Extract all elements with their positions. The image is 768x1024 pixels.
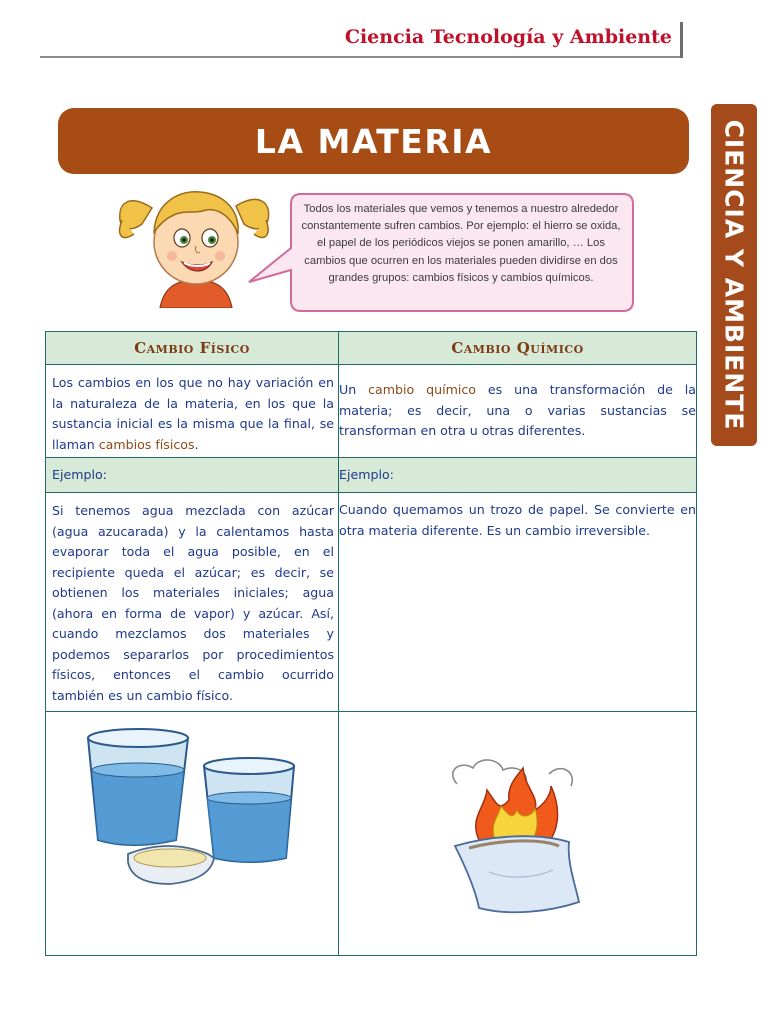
- definition-fisico-text: Los cambios en los que no hay variación en la naturaleza de la materia, en los que la sustancia inicial es la misma que la final, se llaman: [52, 375, 334, 452]
- page-title: LA MATERIA: [254, 121, 493, 161]
- comparison-table: [45, 331, 697, 956]
- header-cell-fisico: [45, 331, 339, 365]
- definition-fisico: [46, 365, 338, 455]
- example-text-fisico: Si tenemos agua mezclada con azúcar (agua azucarada) y la calentamos hasta evaporar toda el agua posible, en el recipiente queda el azúcar; es decir, se obtienen los materiales iniciales; agua (ahora en forma de vapor) y azúcar. Así, cuando mezclamos dos materiales y podemos separarlos por procedimientos físicos, entonces el cambio ocurrido también es un cambio físico.: [52, 503, 334, 703]
- example-label-fisico: Ejemplo:: [52, 467, 107, 482]
- term-cambio-quimico: cambio químico: [368, 382, 476, 397]
- subject-title: Ciencia Tecnología y Ambiente: [344, 26, 672, 48]
- example-label-cell-quimico: [339, 458, 697, 493]
- image-cell-quimico: [339, 712, 697, 956]
- intro-text: Todos los materiales que vemos y tenemos a nuestro alrededor constantemente sufren cambios. Por ejemplo: el hierro se oxida, el papel de los periódicos viejos se ponen amarillo, … Los cambios que ocurren en los materiales pueden dividirse en dos grandes grupos: cambios físicos y cambios químicos.: [301, 203, 621, 284]
- side-tab-label: CIENCIA Y AMBIENTE: [719, 119, 749, 431]
- definition-cell-fisico: [45, 365, 339, 458]
- example-label-quimico: Ejemplo:: [339, 467, 394, 482]
- water-glasses-icon: [46, 712, 338, 954]
- burning-paper-icon: [339, 712, 695, 954]
- header-cell-quimico: [339, 331, 697, 365]
- term-cambios-fisicos: cambios físicos: [98, 436, 195, 452]
- header-divider: [40, 56, 680, 58]
- example-cell-quimico: [339, 493, 697, 712]
- example-text-quimico: Cuando quemamos un trozo de papel. Se convierte en otra materia diferente. Es un cambio irreversible.: [339, 502, 696, 538]
- example-cell-fisico: [45, 493, 339, 712]
- definition-quimico-text: es una transformación de la materia; es decir, una o varias sustancias se transforman en otra u otras diferentes.: [339, 382, 697, 438]
- definition-quimico: [339, 365, 696, 442]
- image-cell-fisico: [45, 712, 339, 956]
- title-banner: [58, 108, 689, 174]
- definition-cell-quimico: [339, 365, 697, 458]
- header-quimico: Cambio Químico: [451, 339, 584, 357]
- header-vertical-divider: [680, 22, 683, 58]
- header-fisico: Cambio Físico: [134, 339, 250, 357]
- definition-quimico-start: Un: [339, 382, 369, 397]
- example-label-cell-fisico: [45, 458, 339, 493]
- definition-fisico-end: .: [194, 436, 199, 452]
